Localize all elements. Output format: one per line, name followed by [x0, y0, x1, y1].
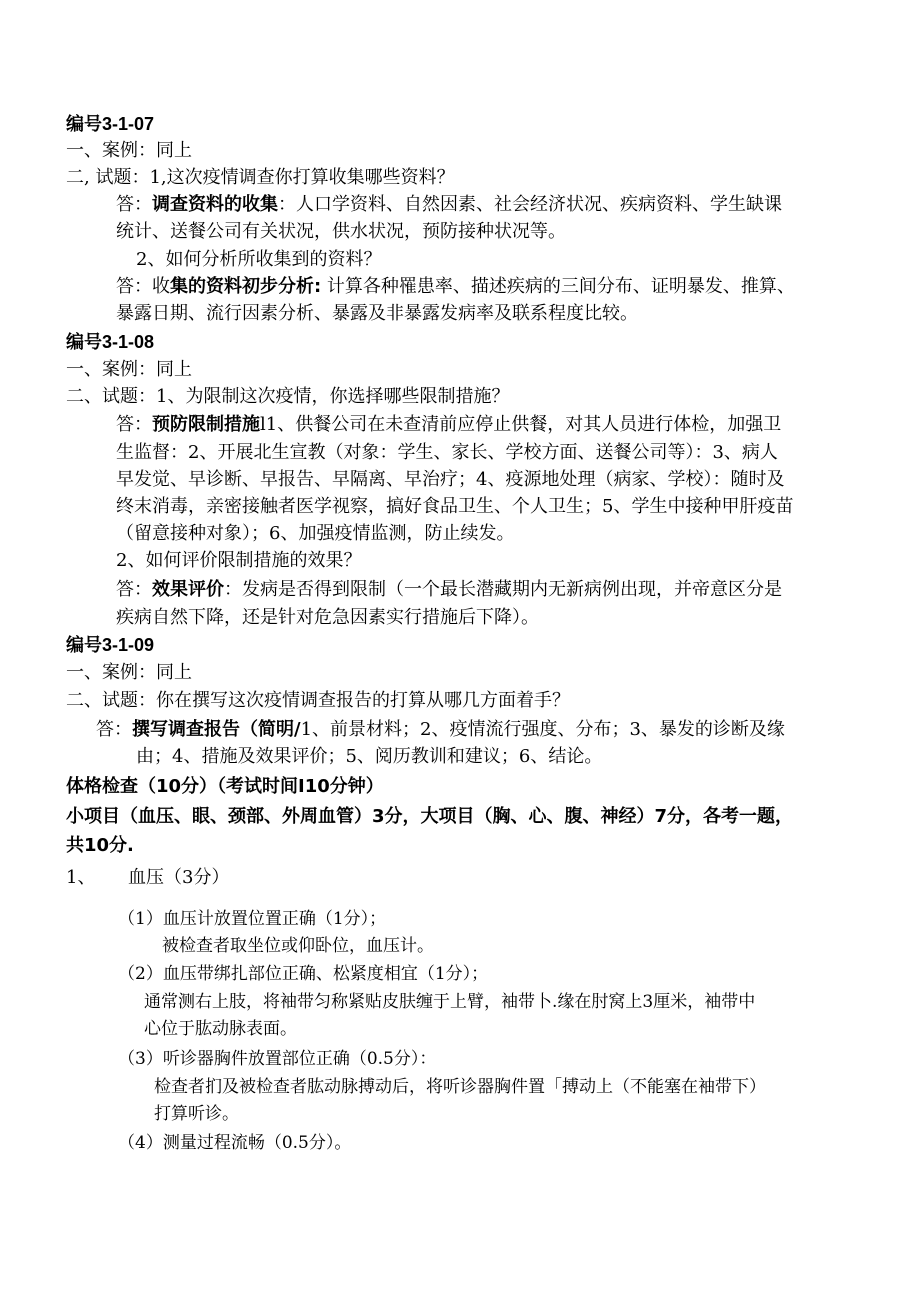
question-2: 2、如何分析所收集到的资料？: [136, 249, 382, 270]
exam-description-line-2: 共10分.: [66, 835, 134, 856]
answer-heading: 效果评价: [152, 579, 224, 600]
criterion-3: （3）听诊器胸件放置部位正确（0.5分）：: [118, 1049, 437, 1069]
answer-text: ：人口学资料、自然因素、社会经济状况、疾病资料、学生缺课: [278, 194, 782, 215]
answer-1-line-5: （留意接种对象）；6、加强疫情监测，防止续发。: [116, 523, 515, 544]
answer-prefix: 答：: [96, 719, 132, 740]
item-title: 血压（3分）: [128, 867, 230, 888]
answer-1-line-2: 由；4、措施及效果评价；5、阅历教训和建议；6、结论。: [136, 746, 603, 767]
answer-text: 1、前景材料；2、疫情流行强度、分布；3、暴发的诊断及缘: [300, 719, 785, 740]
answer-text: ：发病是否得到限制（一个最长潜藏期内无新病例出现，并帝意区分是: [224, 579, 782, 600]
section-title-3-1-08: 编号3-1-08: [66, 332, 155, 352]
answer-1-line-2: 统计、送餐公司有关状况，供水状况，预防接种状况等。: [116, 221, 566, 242]
item-number: 1、: [66, 867, 96, 888]
criterion-1-text: 被检查者取坐位或仰卧位，血压计。: [162, 936, 434, 956]
question-1: 二、试题：1、为限制这次疫情，你选择哪些限制措施？: [66, 386, 510, 407]
criterion-2-text-line-2: 心位于肱动脉表面。: [144, 1019, 297, 1039]
criterion-4: （4）测量过程流畅（0.5分）。: [118, 1133, 352, 1153]
answer-1-line-2: 生监督：2、开展北生宣教（对象：学生、家长、学校方面、送餐公司等）：3、病人: [116, 442, 778, 463]
question-2: 2、如何评价限制措施的效果？: [116, 550, 362, 571]
criterion-2: （2）血压带绑扎部位正确、松紧度相宜（1分）；: [118, 964, 489, 984]
criterion-3-text: 检查者扪及被检查者肱动脉搏动后，将听诊器胸件置「搏动上（不能塞在袖带下）: [154, 1077, 766, 1097]
answer-heading: 集的资料初步分析:: [170, 276, 322, 297]
answer-1: [116, 193, 782, 217]
answer-text: 计算各种罹患率、描述疾病的三间分布、证明暴发、推算、: [321, 276, 795, 297]
criterion-1: （1）血压计放置位置正确（1分）；: [118, 909, 387, 929]
criterion-2-text: 通常测右上肢，将袖带匀称紧贴皮肤缠于上臂，袖带卜.缘在肘窝上3厘米，袖带中: [144, 992, 756, 1012]
answer-2-line-2: 暴露日期、流行因素分析、暴露及非暴露发病率及联系程度比较。: [116, 303, 638, 324]
section-title-3-1-09: 编号3-1-09: [66, 635, 155, 655]
answer-1: [116, 413, 781, 437]
answer-1-line-4: 终末消毒，亲密接触者医学视察，搞好食品卫生、个人卫生；5、学生中接种甲肝疫苗: [116, 496, 794, 517]
case-line: 一、案例：同上: [66, 359, 192, 380]
answer-heading: 预防限制措施: [152, 414, 260, 435]
answer-heading: 调查资料的收集: [152, 194, 278, 215]
answer-prefix: 答：: [116, 414, 152, 435]
question-1: 二, 试题：1,这次疫情调查你打算收集哪些资料？: [66, 167, 455, 188]
answer-text: l1、供餐公司在未查清前应停止供餐，对其人员进行体检，加强卫: [260, 414, 782, 435]
answer-heading: 撰写调查报告（简明/: [132, 719, 301, 740]
answer-2-line-2: 疾病自然下降，还是针对危急因素实行措施后下降）。: [116, 607, 539, 628]
answer-prefix: 答：收: [116, 276, 170, 297]
answer-2: [116, 578, 782, 602]
case-line: 一、案例：同上: [66, 662, 192, 683]
exam-description: 小项目（血压、眼、颈部、外周血管）3分，大项目（胸、心、腹、神经）7分，各考一题，: [66, 806, 794, 827]
answer-prefix: 答：: [116, 194, 152, 215]
answer-2: [116, 275, 795, 299]
answer-1: [96, 718, 785, 742]
answer-1-line-3: 早发觉、早诊断、早报告、早隔离、早治疗；4、疫源地处理（病家、学校）：随时及: [116, 469, 785, 490]
question-1: 二、试题：你在撰写这次疫情调查报告的打算从哪几方面着手？: [66, 690, 570, 711]
criterion-3-text-line-2: 打算听诊。: [154, 1104, 239, 1124]
case-line: 一、案例：同上: [66, 140, 192, 161]
exam-title: 体格检查（10分）（考试时间I10分钟）: [66, 776, 384, 797]
answer-prefix: 答：: [116, 579, 152, 600]
section-title-3-1-07: 编号3-1-07: [66, 114, 155, 134]
